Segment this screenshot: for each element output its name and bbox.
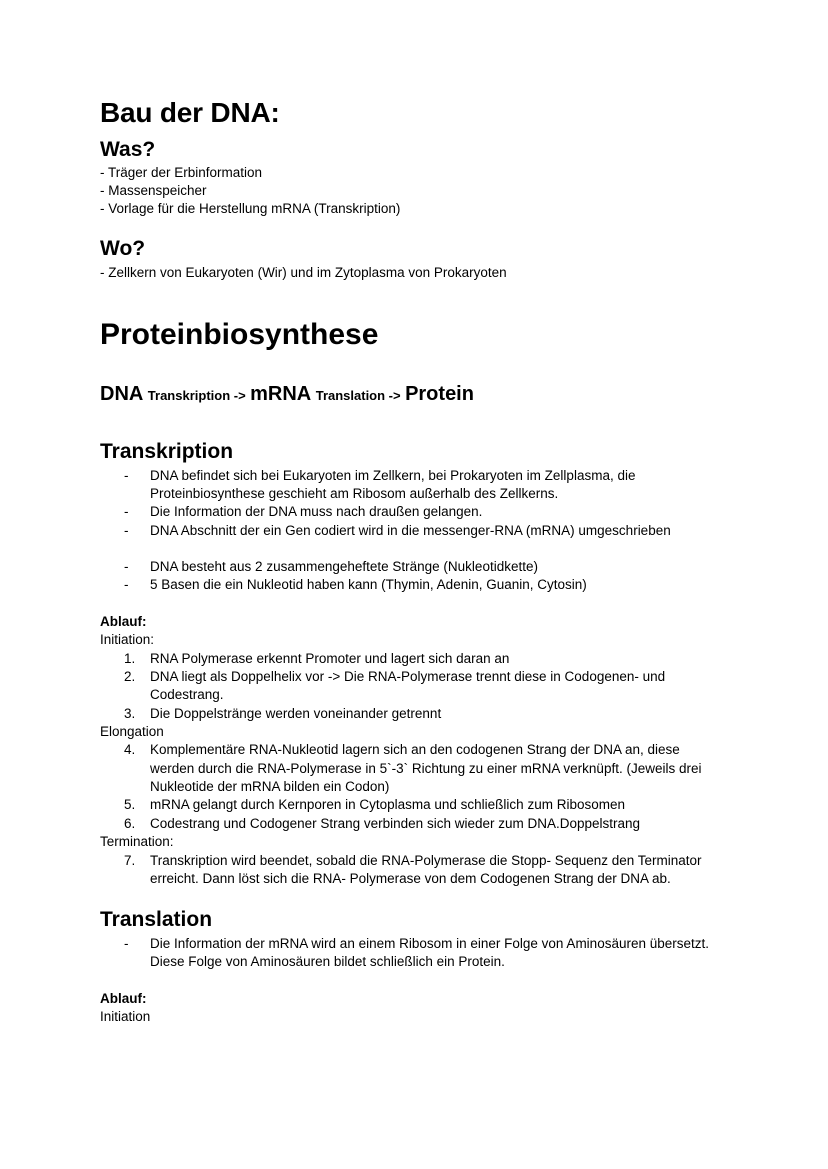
flow-diagram (100, 383, 474, 406)
translation-initiation-label: Initiation (100, 1009, 151, 1024)
step-text: Codestrang und Codogener Strang verbinden sich wieder zum DNA.Doppelstrang (150, 816, 641, 831)
ablauf-label: Ablauf: (100, 614, 147, 629)
step-number: 7. (124, 853, 136, 868)
step-text: Die Doppelstränge werden voneinander getrennt (150, 706, 442, 721)
list-item-cont: Proteinbiosynthese geschieht am Ribosom außerhalb des Zellkerns. (150, 486, 559, 501)
step-text: Komplementäre RNA-Nukleotid lagern sich an den codogenen Strang der DNA an, diese (150, 742, 680, 757)
bullet-marker: - (124, 577, 129, 592)
step-text: RNA Polymerase erkennt Promoter und lagert sich daran an (150, 651, 510, 666)
flow-transkription: Transkription -> (147, 388, 246, 403)
heading-was: Was? (100, 138, 156, 161)
step-number: 6. (124, 816, 136, 831)
list-item: DNA befindet sich bei Eukaryoten im Zellkern, bei Prokaryoten im Zellplasma, die (150, 468, 636, 483)
heading-translation: Translation (100, 908, 213, 931)
bullet-marker: - (124, 504, 129, 519)
bullet-marker: - (124, 559, 129, 574)
step-text-cont: erreicht. Dann löst sich die RNA- Polymerase von dem Codogenen Strang der DNA ab. (150, 871, 671, 886)
step-number: 2. (124, 669, 136, 684)
list-item: Die Information der DNA muss nach draußen gelangen. (150, 504, 483, 519)
step-number: 5. (124, 797, 136, 812)
elongation-label: Elongation (100, 724, 164, 739)
step-text: Transkription wird beendet, sobald die RNA-Polymerase die Stopp- Sequenz den Terminator (150, 853, 702, 868)
step-number: 1. (124, 651, 136, 666)
flow-protein: Protein (405, 383, 474, 405)
wo-item: - Zellkern von Eukaryoten (Wir) und im Zytoplasma von Prokaryoten (100, 265, 507, 280)
step-text-cont: Codestrang. (150, 687, 224, 702)
list-item: DNA besteht aus 2 zusammengeheftete Stränge (Nukleotidkette) (150, 559, 538, 574)
termination-label: Termination: (100, 834, 174, 849)
initiation-label: Initiation: (100, 632, 155, 647)
list-item: Die Information der mRNA wird an einem Ribosom in einer Folge von Aminosäuren übersetzt. (150, 936, 710, 951)
bullet-marker: - (124, 468, 129, 483)
step-text-cont: werden durch die RNA-Polymerase in 5`-3` Richtung zu einer mRNA verknüpft. (Jeweils drei (150, 761, 702, 776)
list-item: 5 Basen die ein Nukleotid haben kann (Thymin, Adenin, Guanin, Cytosin) (150, 577, 587, 592)
step-number: 3. (124, 706, 136, 721)
heading-wo: Wo? (100, 237, 146, 260)
step-number: 4. (124, 742, 136, 757)
bullet-marker: - (124, 523, 129, 538)
step-text: DNA liegt als Doppelhelix vor -> Die RNA-Polymerase trennt diese in Codogenen- und (150, 669, 666, 684)
flow-mrna: mRNA (250, 383, 312, 405)
list-item-cont: Diese Folge von Aminosäuren bildet schließlich ein Protein. (150, 954, 505, 969)
list-item: DNA Abschnitt der ein Gen codiert wird in die messenger-RNA (mRNA) umgeschrieben (150, 523, 671, 538)
title-proteinbiosynthese: Proteinbiosynthese (100, 318, 379, 351)
flow-translation: Translation -> (315, 388, 401, 403)
step-text: mRNA gelangt durch Kernporen in Cytoplasma und schließlich zum Ribosomen (150, 797, 625, 812)
was-item: - Vorlage für die Herstellung mRNA (Transkription) (100, 201, 401, 216)
heading-transkription: Transkription (100, 440, 234, 463)
bullet-marker: - (124, 936, 129, 951)
step-text-cont: Nukleotide der mRNA bilden ein Codon) (150, 779, 390, 794)
translation-ablauf-label: Ablauf: (100, 991, 147, 1006)
flow-dna: DNA (100, 383, 144, 405)
title-bau-der-dna: Bau der DNA: (100, 97, 280, 128)
was-item: - Träger der Erbinformation (100, 165, 263, 180)
was-item: - Massenspeicher (100, 183, 207, 198)
